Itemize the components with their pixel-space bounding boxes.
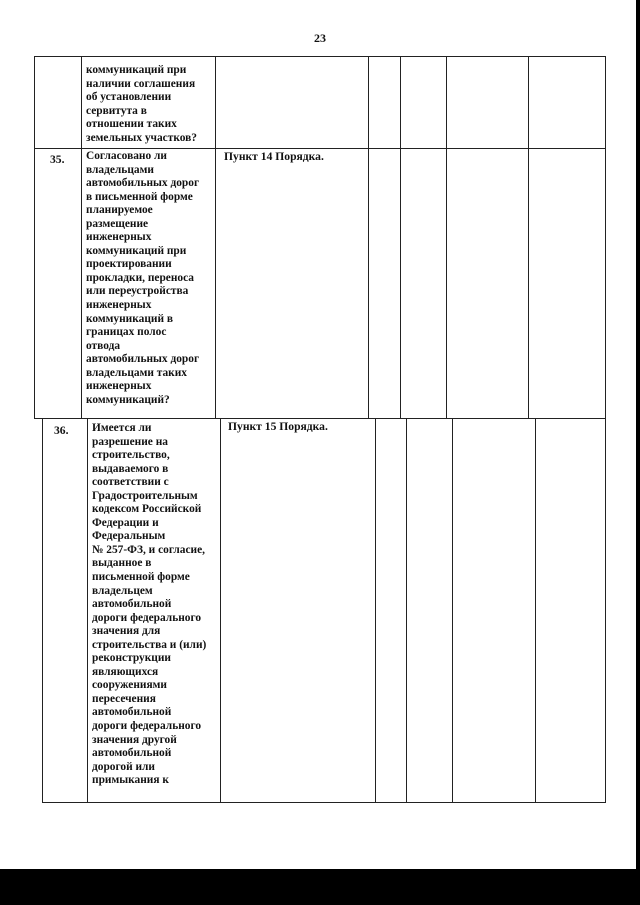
col-border-left-lower bbox=[42, 418, 43, 803]
table-top-border bbox=[34, 56, 606, 57]
col-border-question bbox=[215, 56, 216, 418]
row-reference: Пункт 14 Порядка. bbox=[224, 150, 324, 163]
col-border-right-lower bbox=[605, 418, 606, 803]
col-border-5-lower bbox=[452, 418, 453, 803]
col-border-5 bbox=[446, 56, 447, 418]
col-border-4-lower bbox=[406, 418, 407, 803]
row-divider-35 bbox=[34, 148, 606, 149]
row-reference: Пункт 15 Порядка. bbox=[228, 420, 328, 433]
row-number: 36. bbox=[54, 424, 69, 437]
scan-border-bottom bbox=[0, 869, 640, 905]
col-border-no-lower bbox=[87, 418, 88, 803]
col-border-6 bbox=[528, 56, 529, 418]
col-border-reference bbox=[368, 56, 369, 418]
row-question: Согласовано ли владельцами автомобильных дорог в письменной форме планируемое размещение инженерных коммуникаций при проектировании прокладки, переноса или переустройства инженерных коммуникаций в границах полос отвода автомобильных дорог владельцами таких инженерных коммуникаций? bbox=[86, 150, 200, 406]
checklist-table bbox=[34, 56, 606, 808]
scan-border-right bbox=[636, 0, 640, 870]
page-number: 23 bbox=[314, 31, 326, 45]
col-border-4 bbox=[400, 56, 401, 418]
row-question: Имеется ли разрешение на строительство, выдаваемого в соответствии с Градостроительным кодексом Российской Федерации и Федеральным № 257-ФЗ, и согласие, выданное в письменной форме владельцем автомобильной дороги федерального значения для строительства и (или) реконструкции являющихся сооружениями пересечения автомобильной дороги федерального значения другой автомобильной дорогой или примыкания к bbox=[92, 422, 207, 787]
col-border-right bbox=[605, 56, 606, 418]
col-border-reference-lower bbox=[375, 418, 376, 803]
row-number: 35. bbox=[50, 153, 65, 166]
row-divider-36 bbox=[34, 418, 606, 419]
row-question: коммуникаций при наличии соглашения об установлении сервитута в отношении таких земельных участков? bbox=[86, 64, 197, 144]
col-border-no bbox=[81, 56, 82, 418]
col-border-left bbox=[34, 56, 35, 418]
table-bottom-border bbox=[42, 802, 606, 803]
col-border-6-lower bbox=[535, 418, 536, 803]
col-border-question-lower bbox=[220, 418, 221, 803]
